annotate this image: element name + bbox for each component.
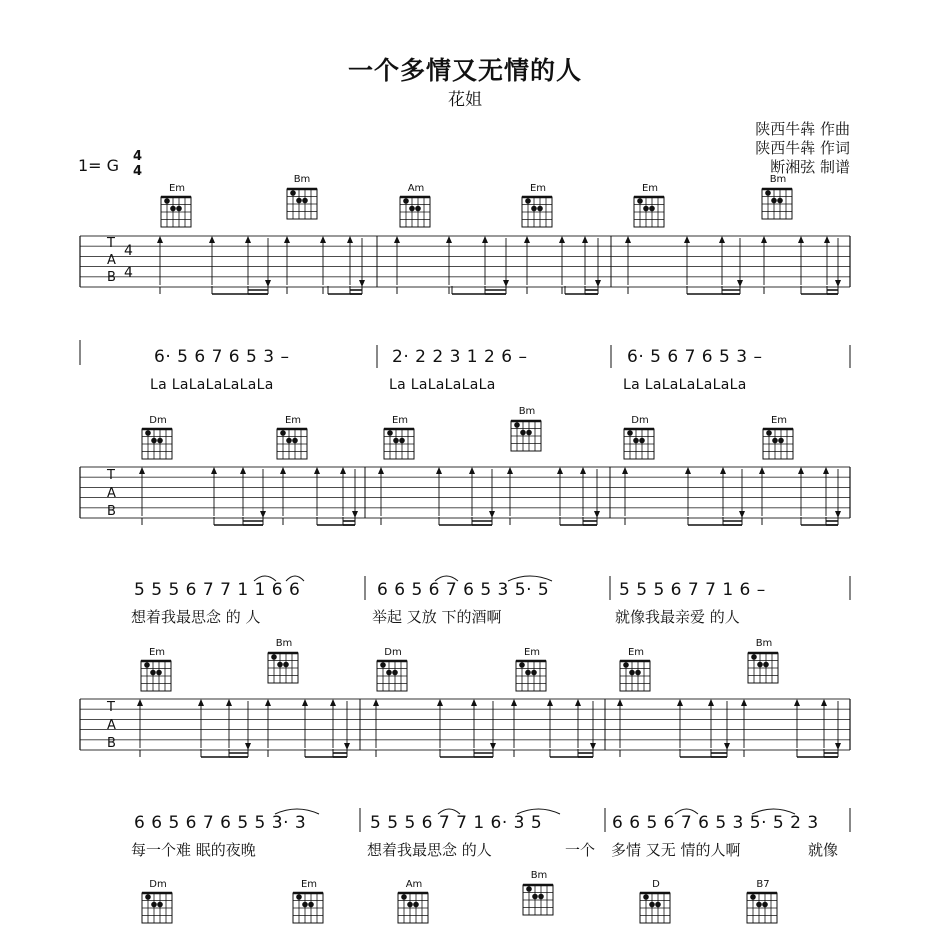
chord-dot: [537, 206, 543, 212]
tab-letter-t: T: [107, 236, 115, 251]
strum-up-arrow: [394, 236, 400, 243]
strum-up-arrow: [741, 699, 747, 706]
strum-up-arrow: [511, 699, 517, 706]
strum-up-arrow: [373, 699, 379, 706]
tab-letter-a: A: [107, 253, 116, 268]
chord-dot: [157, 902, 163, 908]
chord-name: Em: [627, 647, 645, 658]
tab-letter-t: T: [107, 700, 115, 715]
lyric-phrase: 每一个难 眠的夜晚: [131, 841, 256, 859]
chord-name: Bm: [518, 406, 536, 417]
chord-dot: [777, 198, 783, 204]
song-title: 一个多情又无情的人: [347, 56, 582, 85]
chord-name: Em: [529, 183, 547, 194]
chord-dot: [520, 430, 526, 436]
chord-name: D: [652, 879, 660, 890]
chord-name: Em: [300, 879, 318, 890]
chord-dot: [296, 894, 302, 900]
strum-down-arrow: [260, 511, 266, 518]
lyric-phrase: 举起 又放 下的酒啊: [372, 608, 502, 626]
chord-dot: [176, 206, 182, 212]
chord-dot: [380, 662, 386, 668]
strum-up-arrow: [559, 236, 565, 243]
chord-name: Em: [168, 183, 186, 194]
strum-up-arrow: [524, 236, 530, 243]
chord-dot: [151, 438, 157, 444]
strum-down-arrow: [835, 743, 841, 750]
chord-name: Dm: [631, 415, 649, 426]
strum-up-arrow: [580, 467, 586, 474]
lyric-phrase: 就像: [808, 841, 839, 859]
strum-down-arrow: [265, 280, 271, 287]
chord-dot: [771, 198, 777, 204]
chord-dot: [778, 438, 784, 444]
chord-dot: [170, 206, 176, 212]
chord-dot: [401, 894, 407, 900]
tab-letter-b: B: [107, 270, 116, 285]
chord-dot: [649, 902, 655, 908]
chord-dot: [403, 198, 409, 204]
tab-letter-a: A: [107, 486, 116, 501]
strum-down-arrow: [489, 511, 495, 518]
notation-measure: 2· 2 2 3 1 2 6 –: [392, 347, 528, 367]
notation-measure: 6 6 5 6 7 6 5 3 5· 5: [377, 580, 550, 600]
chord-dot: [772, 438, 778, 444]
strum-up-arrow: [798, 467, 804, 474]
chord-dot: [655, 902, 661, 908]
chord-dot: [399, 438, 405, 444]
strum-down-arrow: [359, 280, 365, 287]
strum-down-arrow: [503, 280, 509, 287]
chord-dot: [156, 670, 162, 676]
chord-dot: [407, 902, 413, 908]
strum-up-arrow: [137, 699, 143, 706]
strum-up-arrow: [240, 467, 246, 474]
chord-dot: [525, 198, 531, 204]
chord-dot: [750, 894, 756, 900]
chord-dot: [629, 670, 635, 676]
strum-up-arrow: [284, 236, 290, 243]
strum-up-arrow: [575, 699, 581, 706]
chord-dot: [763, 662, 769, 668]
strum-up-arrow: [446, 236, 452, 243]
chord-dot: [145, 430, 151, 436]
strum-up-arrow: [469, 467, 475, 474]
chord-dot: [151, 902, 157, 908]
credit-transcriber: 断湘弦 制谱: [770, 158, 850, 176]
chord-dot: [292, 438, 298, 444]
chord-name: B7: [756, 879, 770, 890]
chord-dot: [538, 894, 544, 900]
strum-up-arrow: [157, 236, 163, 243]
chord-name: Bm: [755, 638, 773, 649]
strum-up-arrow: [719, 236, 725, 243]
chord-name: Em: [641, 183, 659, 194]
chord-dot: [290, 190, 296, 196]
strum-down-arrow: [594, 511, 600, 518]
strum-down-arrow: [352, 511, 358, 518]
lyric-phrase: La LaLaLaLaLaLa: [623, 377, 747, 393]
chord-dot: [765, 190, 771, 196]
strum-up-arrow: [482, 236, 488, 243]
strum-up-arrow: [625, 236, 631, 243]
chord-dot: [280, 430, 286, 436]
time-signature-top: 4: [133, 149, 143, 164]
lyric-phrase: 一个: [565, 841, 596, 859]
chord-name: Em: [391, 415, 409, 426]
lyric-phrase: 想着我最思念 的人: [367, 841, 492, 859]
strum-up-arrow: [314, 467, 320, 474]
strum-up-arrow: [547, 699, 553, 706]
strum-down-arrow: [739, 511, 745, 518]
strum-up-arrow: [209, 236, 215, 243]
tab-time-bottom: 4: [124, 265, 133, 281]
lyric-phrase: 多情 又无 情的人啊: [611, 841, 741, 859]
strum-up-arrow: [211, 467, 217, 474]
chord-dot: [302, 198, 308, 204]
strum-up-arrow: [759, 467, 765, 474]
chord-dot: [531, 670, 537, 676]
strum-up-arrow: [557, 467, 563, 474]
chord-dot: [751, 654, 757, 660]
chord-dot: [150, 670, 156, 676]
chord-dot: [639, 438, 645, 444]
notation-measure: 5 5 5 6 7 7 1 1 6 6: [134, 580, 301, 600]
strum-up-arrow: [821, 699, 827, 706]
strum-up-arrow: [471, 699, 477, 706]
strum-up-arrow: [507, 467, 513, 474]
strum-up-arrow: [708, 699, 714, 706]
chord-dot: [286, 438, 292, 444]
chord-name: Bm: [530, 870, 548, 881]
strum-up-arrow: [685, 467, 691, 474]
chord-dot: [144, 662, 150, 668]
strum-up-arrow: [436, 467, 442, 474]
chord-name: Am: [407, 183, 425, 194]
strum-down-arrow: [737, 280, 743, 287]
chord-name: Em: [148, 647, 166, 658]
chord-dot: [762, 902, 768, 908]
chord-dot: [157, 438, 163, 444]
strum-down-arrow: [590, 743, 596, 750]
tab-letter-a: A: [107, 718, 116, 733]
tab-letter-t: T: [107, 468, 115, 483]
strum-up-arrow: [320, 236, 326, 243]
chord-dot: [393, 438, 399, 444]
chord-name: Bm: [293, 174, 311, 185]
chord-dot: [164, 198, 170, 204]
chord-name: Dm: [384, 647, 402, 658]
chord-dot: [415, 206, 421, 212]
strum-up-arrow: [198, 699, 204, 706]
chord-name: Bm: [769, 174, 787, 185]
chord-dot: [308, 902, 314, 908]
strum-up-arrow: [340, 467, 346, 474]
strum-down-arrow: [835, 280, 841, 287]
notation-measure: 5 5 5 6 7 7 1 6· 3 5: [370, 813, 543, 833]
key-signature: 1= G: [78, 156, 120, 175]
strum-up-arrow: [823, 467, 829, 474]
chord-dot: [271, 654, 277, 660]
notation-measure: 5 5 5 6 7 7 1 6 –: [619, 580, 766, 600]
chord-dot: [532, 894, 538, 900]
chord-dot: [623, 662, 629, 668]
strum-down-arrow: [835, 511, 841, 518]
strum-up-arrow: [347, 236, 353, 243]
strum-up-arrow: [582, 236, 588, 243]
chord-dot: [386, 670, 392, 676]
chord-dot: [277, 662, 283, 668]
chord-name: Bm: [275, 638, 293, 649]
chord-name: Am: [405, 879, 423, 890]
strum-down-arrow: [490, 743, 496, 750]
strum-up-arrow: [245, 236, 251, 243]
chord-name: Dm: [149, 415, 167, 426]
chord-dot: [635, 670, 641, 676]
chord-dot: [302, 902, 308, 908]
chord-dot: [531, 206, 537, 212]
lyric-phrase: La LaLaLaLaLa: [389, 377, 496, 393]
strum-down-arrow: [595, 280, 601, 287]
strum-up-arrow: [378, 467, 384, 474]
notation-measure: 6 6 5 6 7 6 5 5 3· 3: [134, 813, 307, 833]
strum-up-arrow: [226, 699, 232, 706]
strum-up-arrow: [617, 699, 623, 706]
strum-up-arrow: [761, 236, 767, 243]
credit-composer: 陕西牛犇 作曲: [755, 120, 850, 138]
chord-dot: [757, 662, 763, 668]
strum-up-arrow: [794, 699, 800, 706]
chord-dot: [413, 902, 419, 908]
chord-dot: [145, 894, 151, 900]
strum-up-arrow: [798, 236, 804, 243]
chord-name: Em: [523, 647, 541, 658]
lyric-phrase: 就像我最亲爱 的人: [615, 608, 740, 626]
strum-up-arrow: [139, 467, 145, 474]
strum-down-arrow: [245, 743, 251, 750]
chord-dot: [643, 894, 649, 900]
singer-name: 花姐: [448, 90, 482, 110]
chord-dot: [633, 438, 639, 444]
strum-up-arrow: [677, 699, 683, 706]
chord-dot: [643, 206, 649, 212]
tab-letter-b: B: [107, 504, 116, 519]
chord-dot: [526, 886, 532, 892]
chord-dot: [514, 422, 520, 428]
lyric-phrase: La LaLaLaLaLaLa: [150, 377, 274, 393]
strum-up-arrow: [437, 699, 443, 706]
chord-name: Em: [284, 415, 302, 426]
strum-up-arrow: [684, 236, 690, 243]
strum-up-arrow: [330, 699, 336, 706]
time-signature-bottom: 4: [133, 164, 143, 179]
chord-dot: [392, 670, 398, 676]
chord-dot: [649, 206, 655, 212]
chord-dot: [296, 198, 302, 204]
chord-dot: [519, 662, 525, 668]
tab-letter-b: B: [107, 736, 116, 751]
lyric-phrase: 想着我最思念 的 人: [131, 608, 261, 626]
strum-up-arrow: [280, 467, 286, 474]
chord-dot: [766, 430, 772, 436]
strum-up-arrow: [302, 699, 308, 706]
strum-up-arrow: [622, 467, 628, 474]
credit-lyricist: 陕西牛犇 作词: [755, 139, 850, 157]
chord-dot: [387, 430, 393, 436]
strum-up-arrow: [265, 699, 271, 706]
chord-name: Dm: [149, 879, 167, 890]
tab-time-top: 4: [124, 243, 133, 259]
chord-dot: [756, 902, 762, 908]
chord-dot: [409, 206, 415, 212]
strum-down-arrow: [724, 743, 730, 750]
notation-measure: 6· 5 6 7 6 5 3 –: [627, 347, 763, 367]
chord-dot: [637, 198, 643, 204]
strum-up-arrow: [720, 467, 726, 474]
strum-down-arrow: [344, 743, 350, 750]
chord-dot: [283, 662, 289, 668]
strum-up-arrow: [824, 236, 830, 243]
chord-dot: [627, 430, 633, 436]
notation-measure: 6· 5 6 7 6 5 3 –: [154, 347, 290, 367]
chord-dot: [525, 670, 531, 676]
chord-name: Em: [770, 415, 788, 426]
notation-measure: 6 6 5 6 7 6 5 3 5· 5 2 3: [612, 813, 819, 833]
chord-dot: [526, 430, 532, 436]
